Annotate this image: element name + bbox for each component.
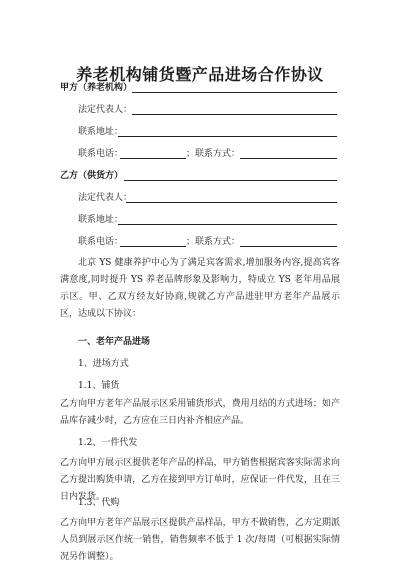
party-b-phone-blank[interactable] <box>120 236 186 247</box>
party-a-address-label: 联系地址： <box>78 127 124 137</box>
subsection-1-3-heading: 1.3、代购 <box>78 498 120 508</box>
party-a-contact-label: ；联系方式： <box>186 149 241 159</box>
subsection-1-3-text: 乙方向甲方老年产品展示区提供产品样品，甲方不做销售，乙方定期派人员到展示区作统一销售，销售频率不低于 1 次/每周（可根据实际情况另作调整）。 <box>60 518 340 562</box>
party-a-label: 甲方（养老机构） <box>60 83 133 93</box>
subsection-1-1-heading: 1.1、铺货 <box>78 381 120 391</box>
document-title: 养老机构铺货暨产品进场合作协议 <box>76 65 324 84</box>
party-a-legal-rep-label: 法定代表人： <box>78 105 133 115</box>
party-b-label: 乙方（供货方） <box>60 171 124 181</box>
party-a-blank[interactable] <box>132 82 337 93</box>
party-a-contact-blank[interactable] <box>240 148 337 159</box>
party-b-phone-label: 联系电话： <box>78 237 124 247</box>
subsection-1-heading: 1、进场方式 <box>78 359 129 369</box>
intro-paragraph: 北京 YS 健康养护中心为了满足宾客需求,增加服务内容,提高宾客满意度,同时提升 YS 养老品牌形象及影响力，特成立 YS 老年用品展示区。甲、乙双方经友好协商,规就乙方产品进驻甲方老年产品展示区，达成以下协议： <box>60 258 340 319</box>
party-a-address-blank[interactable] <box>118 126 337 137</box>
party-b-legal-rep-blank[interactable] <box>126 192 337 203</box>
party-b-address-label: 联系地址： <box>78 215 124 225</box>
party-a-phone-label: 联系电话： <box>78 149 124 159</box>
party-a-legal-rep-blank[interactable] <box>132 104 337 115</box>
section-1-heading: 一、老年产品进场 <box>78 337 151 347</box>
party-b-blank[interactable] <box>124 170 337 181</box>
party-a-phone-blank[interactable] <box>120 148 186 159</box>
subsection-1-2-heading: 1.2、一件代发 <box>78 438 138 448</box>
party-b-legal-rep-label: 法定代表人： <box>78 193 133 203</box>
party-b-address-blank[interactable] <box>118 214 337 225</box>
party-b-contact-label: ；联系方式： <box>186 237 241 247</box>
party-b-contact-blank[interactable] <box>240 236 337 247</box>
subsection-1-1-text: 乙方向甲方老年产品展示区采用铺货形式，费用月结的方式进场；如产品库存减少时，乙方应在三日内补齐相应产品。 <box>60 399 340 426</box>
subsection-1-2-text: 乙方向甲方展示区提供老年产品的样品，甲方销售根据宾客实际需求向乙方提出购货申请，乙方在接到甲方订单时，应保证一件代发，且在三日内发货。 <box>60 458 340 502</box>
